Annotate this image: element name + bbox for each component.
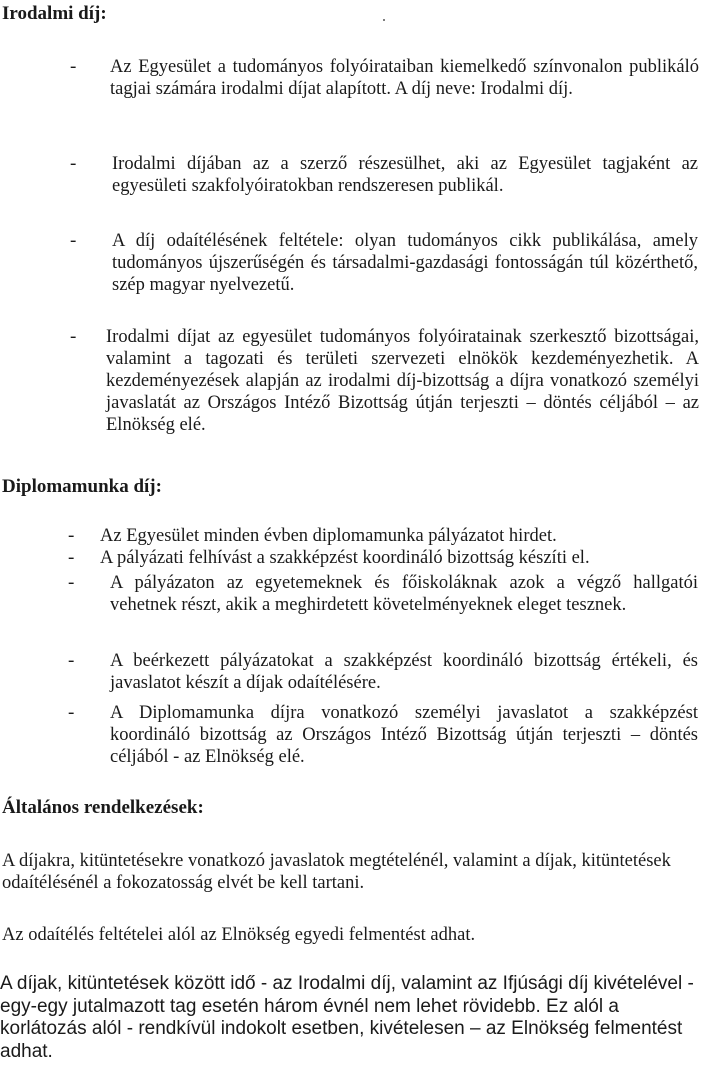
paragraph: A díjak, kitüntetések között idő - az Irodalmi díj, valamint az Ifjúsági díj kivételével - egy-egy jutalmazott tag esetén három évnél nem lehet rövidebb. Ez alól a korlátozás alól - rendkívül indokolt esetben, kivételesen – az Elnökség felmentést adhat. — [0, 973, 694, 1062]
section-heading-altalanos-rendelkezesek: Általános rendelkezések: — [2, 797, 204, 818]
bullet-dash: - — [68, 650, 75, 671]
list-item: A pályázati felhívást a szakképzést koordináló bizottság készíti el. — [100, 548, 590, 568]
list-item: Az Egyesület a tudományos folyóirataiban kiemelkedő színvonalon publikáló tagjai számára irodalmi díjat alapított. A díj neve: Irodalmi díj. — [110, 57, 699, 99]
bullet-dash: - — [68, 525, 75, 546]
list-item: A beérkezett pályázatokat a szakképzést koordináló bizottság értékeli, és javaslatot készít a díjak odaítélésére. — [110, 651, 698, 693]
bullet-dash: - — [68, 572, 75, 593]
section-heading-irodalmi-dij: Irodalmi díj: — [2, 3, 107, 24]
bullet-dash: - — [70, 230, 77, 251]
list-item: A Diplomamunka díjra vonatkozó személyi javaslatot a szakképzést koordináló bizottság az Országos Intéző Bizottság útján terjeszti – döntés céljából - az Elnökség elé. — [110, 703, 698, 767]
bullet-dash: - — [68, 702, 75, 723]
bullet-dash: - — [70, 326, 77, 347]
paragraph: Az odaítélés feltételei alól az Elnökség egyedi felmentést adhat. — [2, 925, 476, 945]
list-item: A pályázaton az egyetemeknek és főiskoláknak azok a végző hallgatói vehetnek részt, akik a meghirdetett követelményeknek eleget tesznek. — [110, 573, 698, 615]
list-item: A díj odaítélésének feltétele: olyan tudományos cikk publikálása, amely tudományos újszerűségén és társadalmi-gazdasági fontosságán túl közérthető, szép magyar nyelvezetű. — [112, 231, 698, 295]
list-item: Az Egyesület minden évben diplomamunka pályázatot hirdet. — [100, 526, 557, 546]
list-item: Irodalmi díjat az egyesület tudományos folyóiratainak szerkesztő bizottságai, valamint a tagozati és területi szervezeti elnökök kezdeményezhetik. A kezdeményezések alapján az irodalmi díj-bizottság a díjra vonatkozó személyi javaslatát az Országos Intéző Bizottság útján terjeszti – döntés céljából – az Elnökség elé. — [106, 327, 699, 435]
scan-speck — [383, 19, 385, 21]
bullet-dash: - — [70, 153, 77, 174]
list-item: Irodalmi díjában az a szerző részesülhet, aki az Egyesület tagjaként az egyesületi szakfolyóiratokban rendszeresen publikál. — [112, 154, 698, 196]
paragraph: A díjakra, kitüntetésekre vonatkozó javaslatok megtételénél, valamint a díjak, kitüntetések odaítélésénél a fokozatosság elvét be kell tartani. — [2, 851, 671, 893]
bullet-dash: - — [70, 56, 77, 77]
section-heading-diplomamunka-dij: Diplomamunka díj: — [2, 476, 162, 497]
bullet-dash: - — [68, 547, 75, 568]
